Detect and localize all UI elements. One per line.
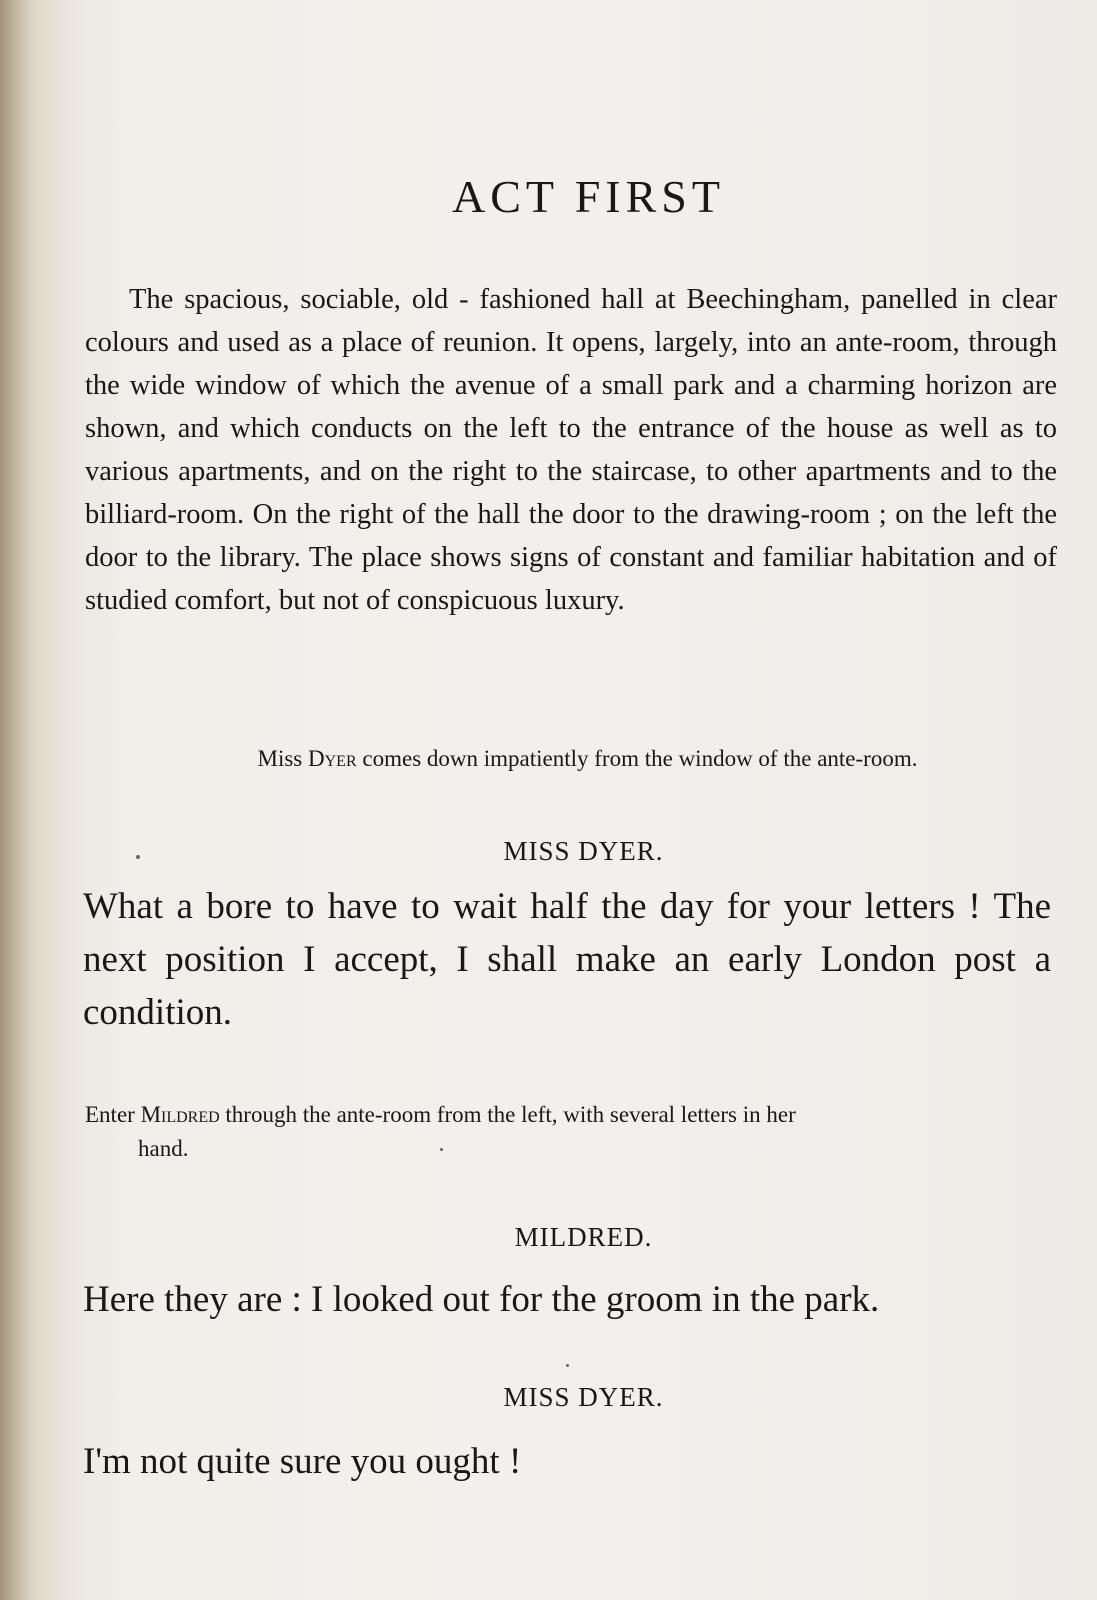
direction-prefix: Miss [257, 746, 309, 771]
character-name-dyer: Dyer [308, 746, 357, 771]
direction-prefix: Enter [85, 1102, 141, 1127]
speaker-miss-dyer-2: MISS DYER. [503, 1382, 664, 1412]
direction-text: comes down impatiently from the window of the ante-room. [356, 746, 918, 771]
stage-direction-miss-dyer-enters [0, 746, 1097, 772]
print-speck [566, 1364, 569, 1367]
stage-description: The spacious, sociable, old - fashioned hall at Beechingham, panelled in clear colours and used as a place of reunion. It opens, largely, into an ante-room, through the wide window of which the avenue of a small park and a charming horizon are shown, and which conducts on the left to the entrance of the house as well as to various apartments, and on the right to the staircase, to other apartments and to the billiard-room. On the right of the hall the door to the drawing-room ; on the left the door to the library. The place shows signs of constant and familiar habitation and of studied comfort, but not of conspicuous luxury. [85, 284, 1057, 616]
speech-miss-dyer-1: What a bore to have to wait half the day for your letters ! The next position I accept, I shall make an early London post a condition. [83, 886, 1051, 1033]
act-title: ACT FIRST [452, 171, 725, 222]
spine-shadow [0, 0, 30, 1600]
speaker-mildred: MILDRED. [514, 1222, 653, 1252]
print-speck [136, 855, 140, 859]
direction-text: through the ante-room from the left, with several letters in her [219, 1102, 796, 1127]
direction-continuation: hand. [138, 1136, 189, 1161]
speech-mildred-1: Here they are : I looked out for the groom in the park. [83, 1279, 880, 1320]
stage-direction-enter-mildred [85, 1098, 1050, 1166]
speech-miss-dyer-2: I'm not quite sure you ought ! [83, 1441, 522, 1482]
character-name-mildred: Mildred [140, 1102, 220, 1127]
speaker-miss-dyer: MISS DYER. [503, 836, 664, 866]
print-speck [440, 1148, 443, 1151]
